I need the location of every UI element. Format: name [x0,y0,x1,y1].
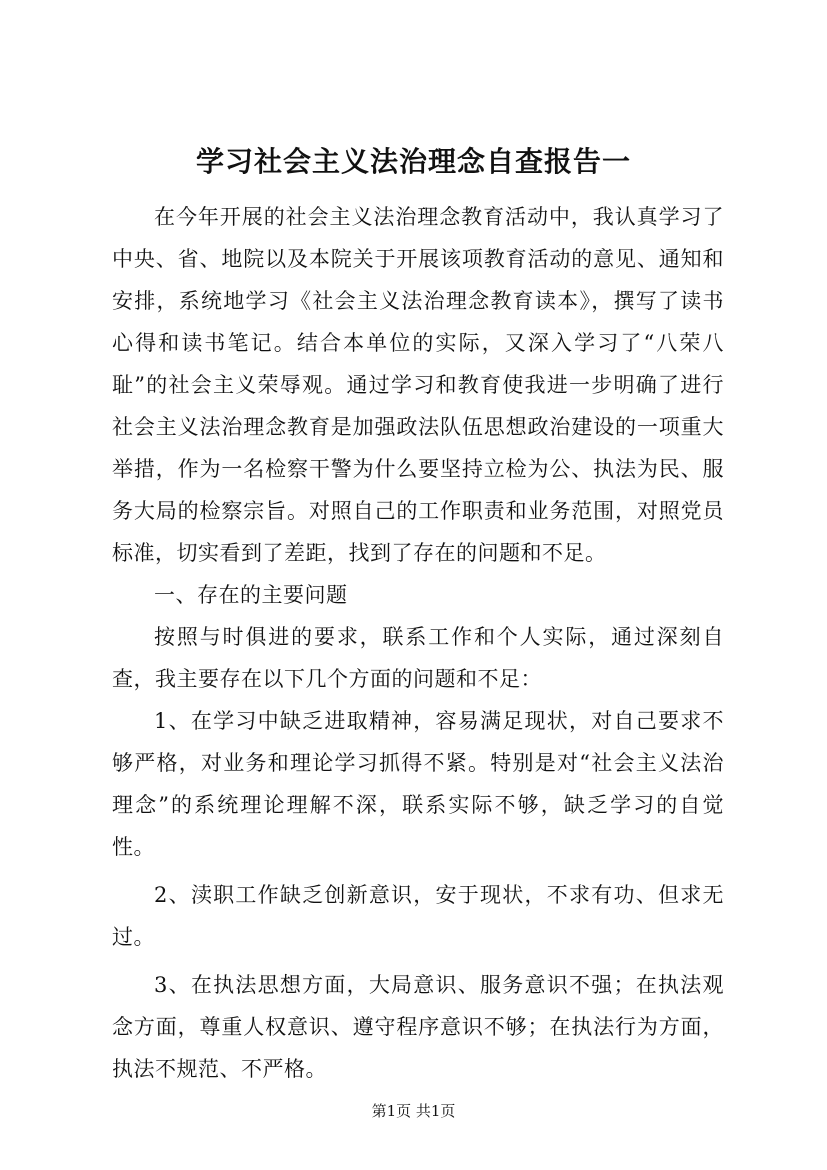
paragraph-item-3: 3、在执法思想方面，大局意识、服务意识不强；在执法观念方面，尊重人权意识、遵守程序意识不够；在执法行为方面，执法不规范、不严格。 [112,973,724,1081]
paragraph-item-2: 2、渎职工作缺乏创新意识，安于现状，不求有功、但求无过。 [112,883,724,949]
document-title: 学习社会主义法治理念自查报告一 [195,145,631,178]
document-body [112,196,724,1090]
paragraph-item-1: 1、在学习中缺乏进取精神，容易满足现状，对自己要求不够严格，对业务和理论学习抓得不紧。特别是对“社会主义法治理念”的系统理论理解不深，联系实际不够，缺乏学习的自觉性。 [112,709,724,859]
paragraph-overview: 按照与时俱进的要求，联系工作和个人实际，通过深刻自查，我主要存在以下几个方面的问题和不足： [112,625,724,691]
paragraph-intro: 在今年开展的社会主义法治理念教育活动中，我认真学习了中央、省、地院以及本院关于开展该项教育活动的意见、通知和安排，系统地学习《社会主义法治理念教育读本》，撰写了读书心得和读书笔记。结合本单位的实际，又深入学习了“八荣八耻”的社会主义荣辱观。通过学习和教育使我进一步明确了进行社会主义法治理念教育是加强政法队伍思想政治建设的一项重大举措，作为一名检察干警为什么要坚持立检为公、执法为民、服务大局的检察宗旨。对照自己的工作职责和业务范围，对照党员标准，切实看到了差距，找到了存在的问题和不足。 [112,205,724,565]
section-heading-problems: 一、存在的主要问题 [154,583,348,607]
page-footer: 第1页 共1页 [371,1102,456,1120]
